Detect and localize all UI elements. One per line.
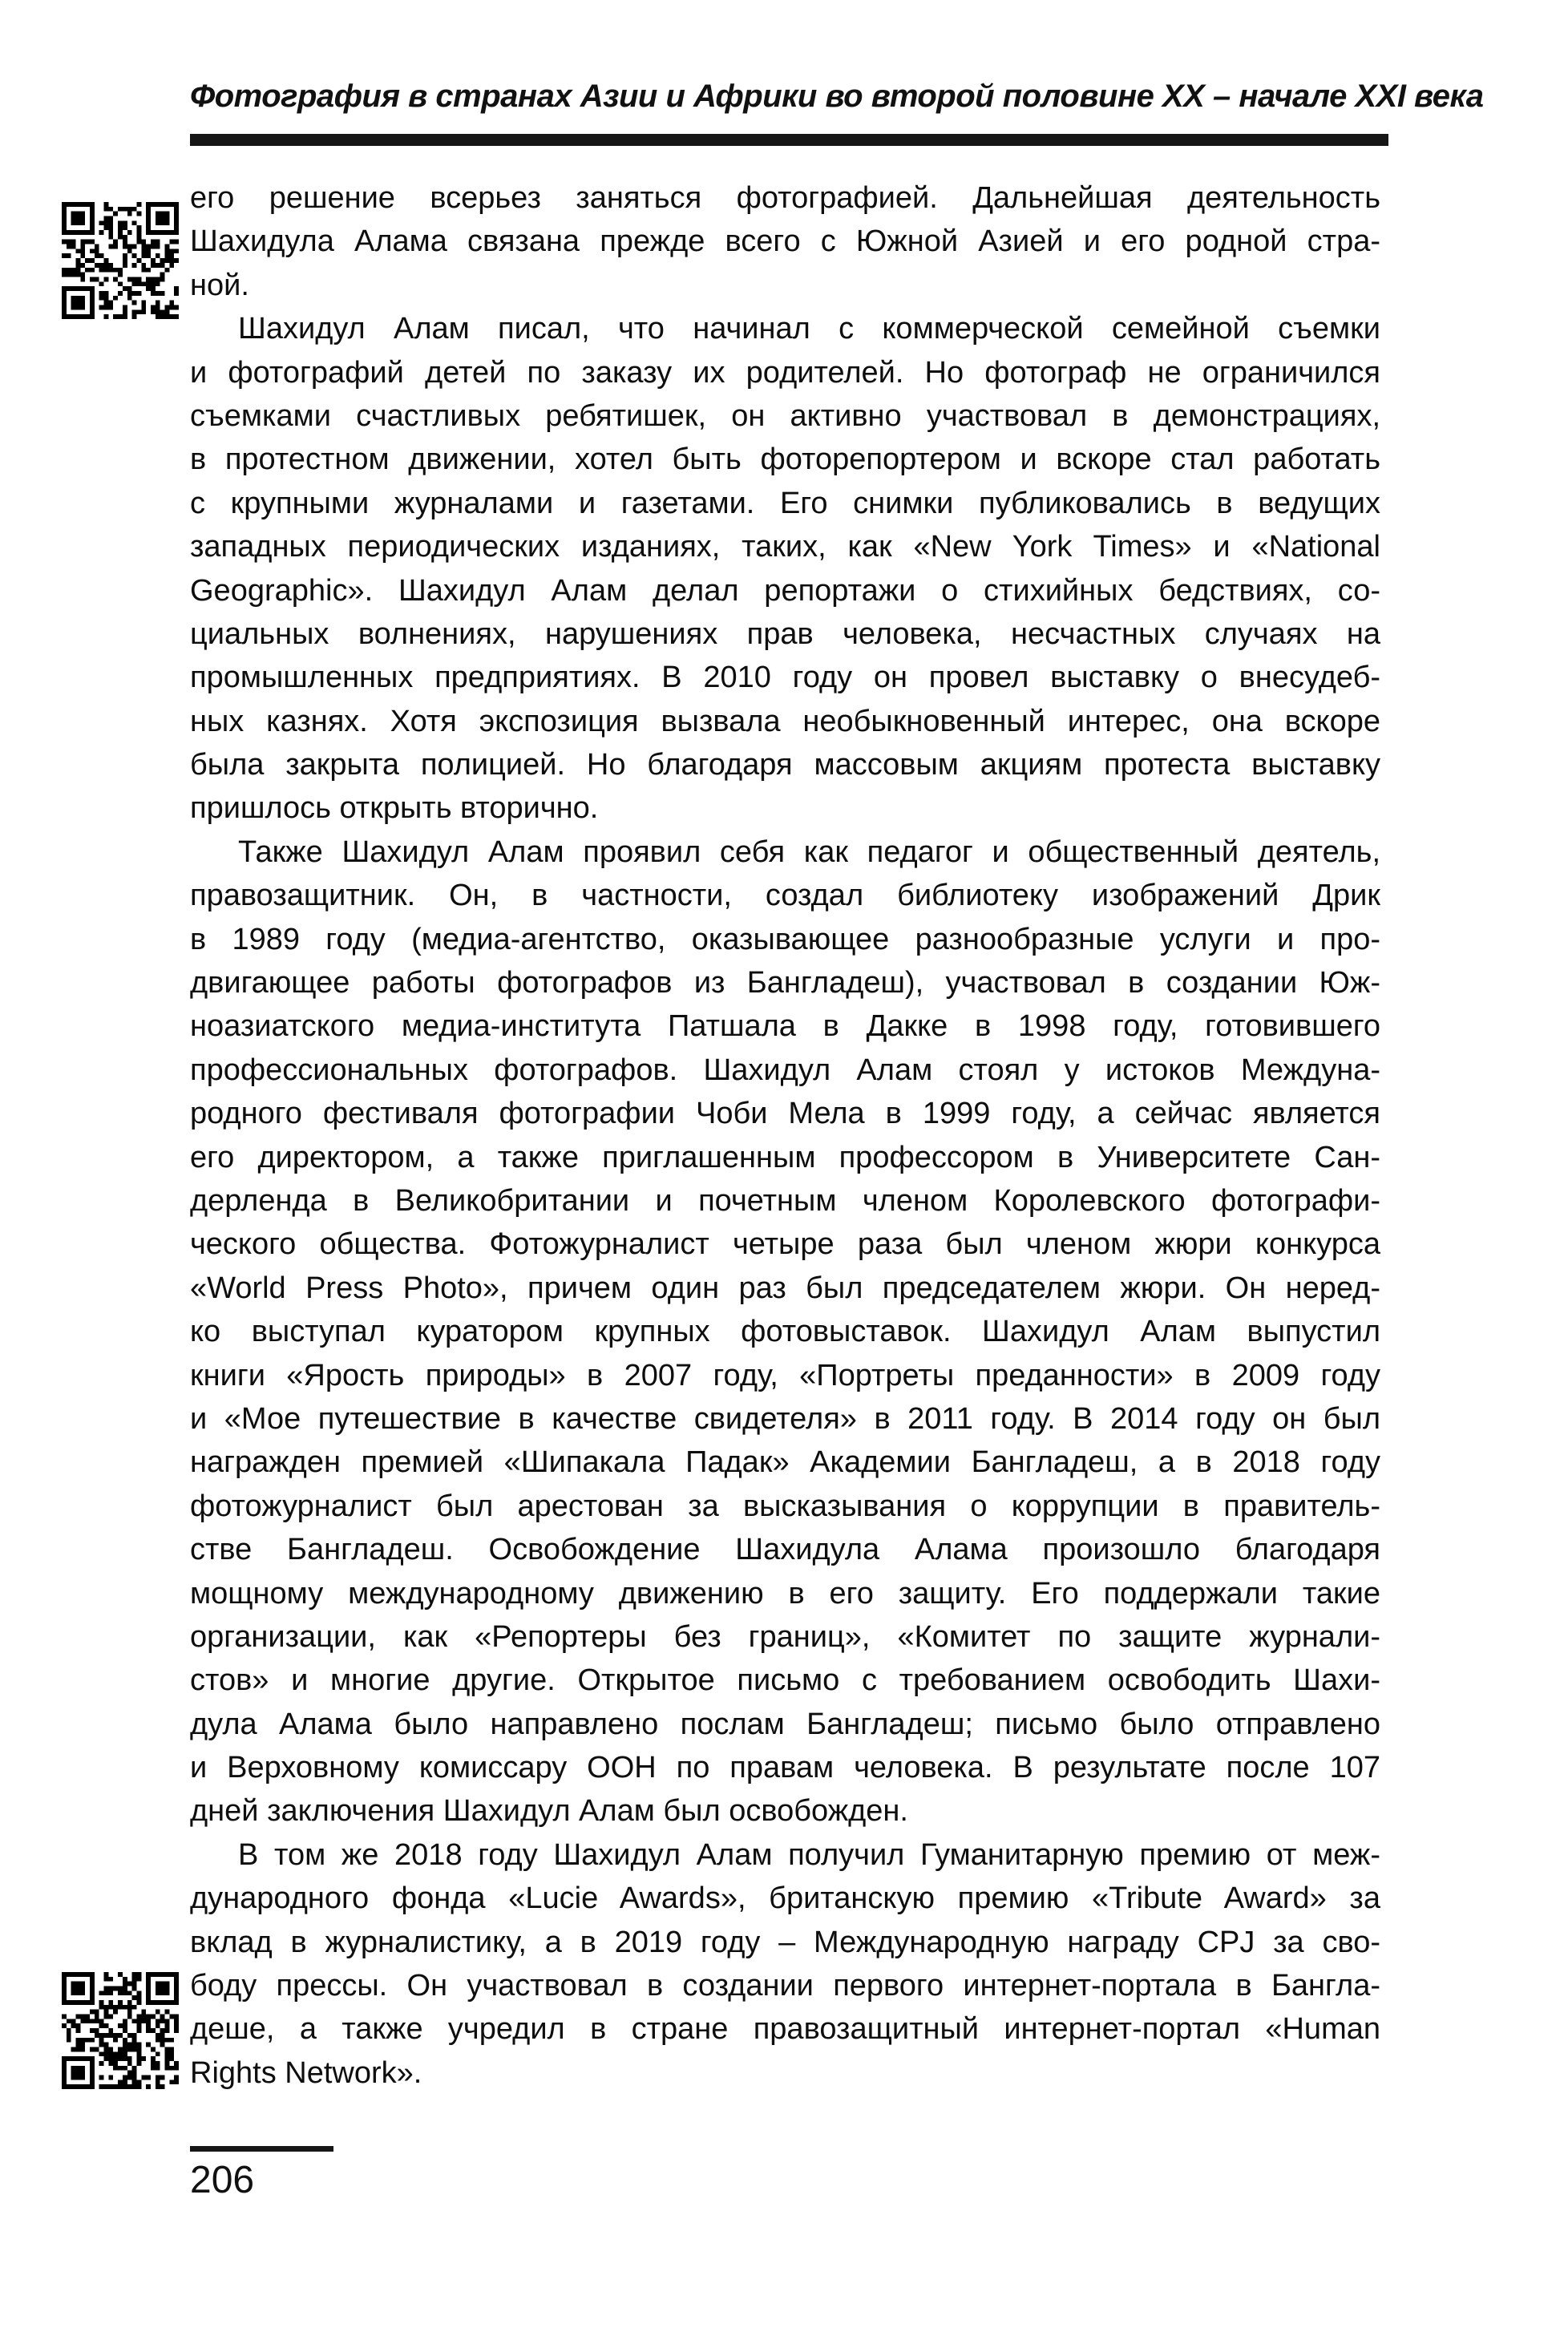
qr-code-icon — [62, 1972, 179, 2089]
header-rule — [190, 134, 1388, 146]
body-text — [190, 176, 1380, 2095]
paragraph — [190, 1833, 1380, 2095]
text-line: двигающее работы фотографов из Бангладеш), участвовал в создании Юж- — [190, 966, 1380, 1000]
text-line: дула Алама было направлено послам Бангладеш; письмо было отправлено — [190, 1707, 1380, 1741]
text-line: Шахидула Алама связана прежде всего с Южной Азией и его родной стра- — [190, 224, 1380, 259]
running-header: Фотография в странах Азии и Африки во второй половине XX – начале XXI века — [190, 79, 1484, 114]
text-line: В том же 2018 году Шахидул Алам получил Гуманитарную премию от меж- — [238, 1837, 1380, 1872]
text-line: и фотографий детей по заказу их родителей. Но фотограф не ограничился — [190, 355, 1380, 390]
text-line: «World Press Photo», причем один раз был председателем жюри. Он неред- — [190, 1271, 1380, 1305]
text-line: Также Шахидул Алам проявил себя как педагог и общественный деятель, — [238, 835, 1380, 869]
text-line: западных периодических изданиях, таких, как «New York Times» и «National — [190, 530, 1380, 564]
text-line: фотожурналист был арестован за высказывания о коррупции в правитель- — [190, 1489, 1380, 1523]
text-line: ных казнях. Хотя экспозиция вызвала необыкновенный интерес, она вскоре — [190, 704, 1380, 738]
footer-rule — [190, 2146, 333, 2152]
text-line: в 1989 году (медиа-агентство, оказывающее разнообразные услуги и про- — [190, 922, 1380, 956]
text-line: ноазиатского медиа-института Патшала в Дакке в 1998 году, готовившего — [190, 1009, 1380, 1044]
text-line: дународного фонда «Lucie Awards», британскую премию «Tribute Award» за — [190, 1881, 1380, 1916]
text-line: и «Мое путешествие в качестве свидетеля» в 2011 году. В 2014 году он был — [190, 1401, 1380, 1436]
paragraph — [190, 307, 1380, 831]
text-line: промышленных предприятиях. В 2010 году он провел выставку о внесудеб- — [190, 661, 1380, 695]
text-line: вклад в журналистику, а в 2019 году – Международную награду CPJ за сво- — [190, 1925, 1380, 1959]
text-line: боду прессы. Он участвовал в создании первого интернет-портала в Бангла- — [190, 1969, 1380, 2003]
text-line: его решение всерьез заняться фотографией. Дальнейшая деятельность — [190, 181, 1380, 215]
text-line: награжден премией «Шипакала Падак» Академии Бангладеш, а в 2018 году — [190, 1445, 1380, 1480]
text-line: Rights Network». — [190, 2055, 422, 2090]
text-line: ко выступал куратором крупных фотовыставок. Шахидул Алам выпустил — [190, 1315, 1380, 1349]
text-line: в протестном движении, хотел быть фоторепортером и вскоре стал работать — [190, 443, 1380, 477]
text-line: ческого общества. Фотожурналист четыре раза был членом жюри конкурса — [190, 1227, 1380, 1262]
text-line: организации, как «Репортеры без границ», «Комитет по защите журнали- — [190, 1619, 1380, 1654]
qr-code-icon — [62, 202, 179, 319]
text-line: стов» и многие другие. Открытое письмо с требованием освободить Шахи- — [190, 1663, 1380, 1698]
text-line: ной. — [190, 268, 249, 302]
text-line: родного фестиваля фотографии Чоби Мела в 1999 году, а сейчас является — [190, 1097, 1380, 1131]
text-line: дерленда в Великобритании и почетным членом Королевского фотографи- — [190, 1183, 1380, 1218]
text-line: пришлось открыть вторично. — [190, 791, 599, 826]
text-line: деше, а также учредил в стране правозащитный интернет-портал «Human — [190, 2012, 1380, 2047]
text-line: книги «Ярость природы» в 2007 году, «Портреты преданности» в 2009 году — [190, 1358, 1380, 1392]
text-line: профессиональных фотографов. Шахидул Алам стоял у истоков Междуна- — [190, 1053, 1380, 1087]
text-line: съемками счастливых ребятишек, он активно участвовал в демонстрациях, — [190, 398, 1380, 433]
text-line: мощному международному движению в его защиту. Его поддержали такие — [190, 1576, 1380, 1611]
page-number: 206 — [190, 2159, 255, 2201]
text-line: с крупными журналами и газетами. Его снимки публиковались в ведущих — [190, 486, 1380, 520]
text-line: Geographic». Шахидул Алам делал репортажи о стихийных бедствиях, со- — [190, 573, 1380, 608]
text-line: была закрыта полицией. Но благодаря массовым акциям протеста выставку — [190, 748, 1380, 782]
text-line: стве Бангладеш. Освобождение Шахидула Алама произошло благодаря — [190, 1533, 1380, 1567]
paragraph — [190, 831, 1380, 1833]
text-line: циальных волнениях, нарушениях прав человека, несчастных случаях на — [190, 616, 1380, 651]
text-line: Шахидул Алам писал, что начинал с коммерческой семейной съемки — [238, 312, 1380, 346]
text-line: дней заключения Шахидул Алам был освобожден. — [190, 1794, 908, 1829]
paragraph — [190, 176, 1380, 307]
text-line: его директором, а также приглашенным профессором в Университете Сан- — [190, 1140, 1380, 1174]
text-line: правозащитник. Он, в частности, создал библиотеку изображений Дрик — [190, 879, 1380, 913]
text-line: и Верховному комиссару ООН по правам человека. В результате после 107 — [190, 1751, 1380, 1785]
